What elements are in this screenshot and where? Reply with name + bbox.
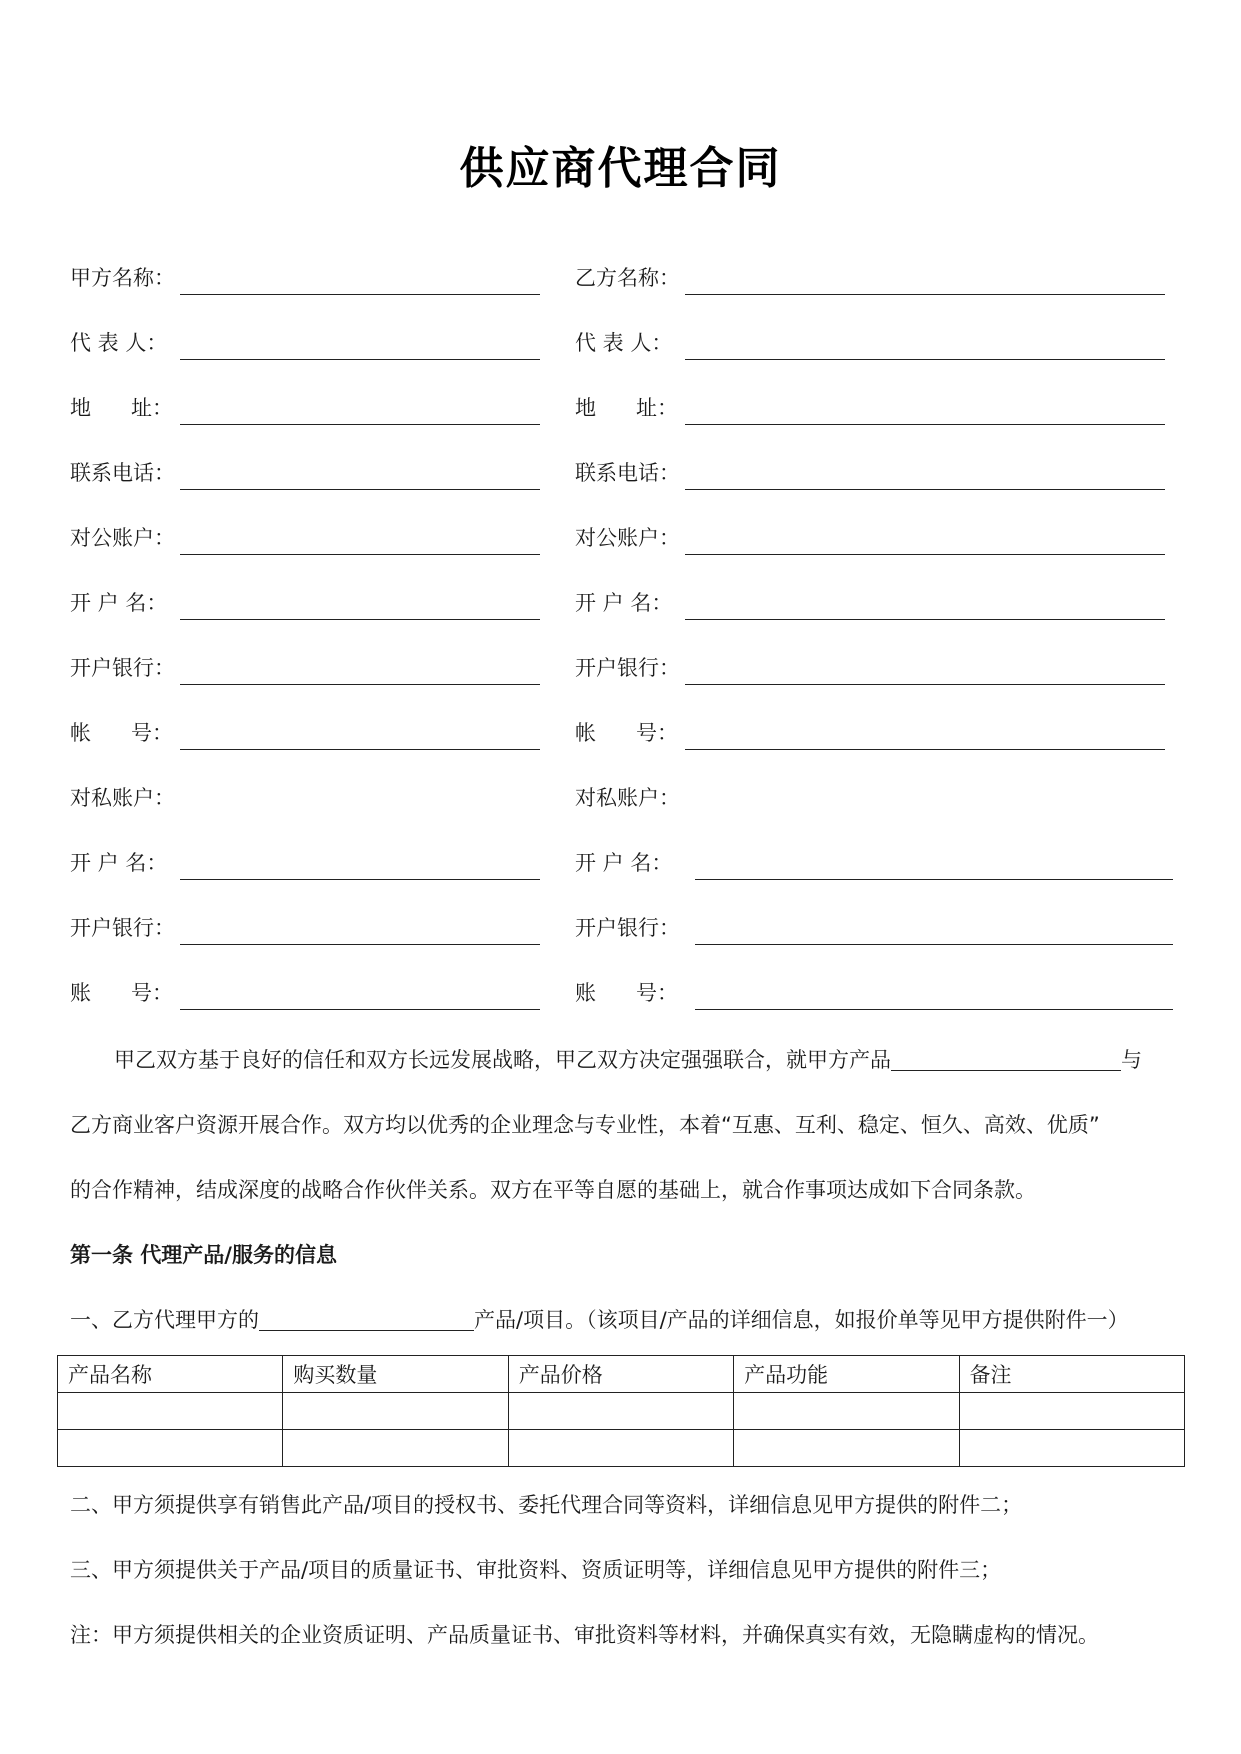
party-a-corp-acct-field[interactable] [180,554,540,555]
party-b-addr-row [575,385,1175,425]
party-a-name-row [70,255,540,295]
party-a-corp-holder-row [70,580,540,620]
party-a-priv-no-label: 账 号： [70,981,174,1005]
party-b-corp-holder-row [575,580,1175,620]
table-cell[interactable] [959,1393,1184,1430]
table-cell[interactable] [283,1393,508,1430]
agent-product-field[interactable] [259,1310,474,1331]
intro-line-1 [70,1050,1180,1071]
table-header-cell: 产品名称 [58,1356,283,1393]
intro-line-2: 乙方商业客户资源开展合作。双方均以优秀的企业理念与专业性，本着“互惠、互利、稳定、恒久、高效、优质” [70,1113,1100,1137]
table-header-cell: 产品价格 [508,1356,733,1393]
party-a-corp-no-field[interactable] [180,749,540,750]
party-a-phone-row [70,450,540,490]
article-1-item-1 [70,1310,1180,1331]
party-b-priv-bank-field[interactable] [695,944,1173,945]
party-b-rep-row [575,320,1175,360]
table-cell[interactable] [734,1430,959,1467]
party-a-corp-bank-field[interactable] [180,684,540,685]
party-b-corp-bank-row [575,645,1175,685]
party-b-corp-holder-field[interactable] [685,619,1165,620]
party-b-phone-field[interactable] [685,489,1165,490]
party-a-priv-no-field[interactable] [180,1009,540,1010]
party-b-corp-acct-field[interactable] [685,554,1165,555]
party-a-name-field[interactable] [180,294,540,295]
product-table [57,1355,1185,1467]
party-b-name-row [575,255,1175,295]
party-b-phone-label: 联系电话： [575,461,680,485]
party-a-phone-field[interactable] [180,489,540,490]
party-b-priv-holder-row [575,840,1175,880]
table-cell[interactable] [508,1393,733,1430]
intro-line-1-tail: 与 [1121,1048,1142,1072]
table-row [58,1393,1185,1430]
table-header-cell: 产品功能 [734,1356,959,1393]
party-b-priv-no-row [575,970,1175,1010]
article-1-item-1-tail: 产品/项目。（该项目/产品的详细信息，如报价单等见甲方提供附件一） [474,1308,1129,1332]
article-1-item-2: 二、甲方须提供享有销售此产品/项目的授权书、委托代理合同等资料，详细信息见甲方提供的附件二； [70,1493,1023,1517]
party-b-priv-no-field[interactable] [695,1009,1173,1010]
party-a-priv-holder-label: 开 户 名： [70,851,168,875]
table-cell[interactable] [58,1393,283,1430]
product-name-field[interactable] [891,1050,1121,1071]
party-b-corp-bank-field[interactable] [685,684,1165,685]
contract-title: 供应商代理合同 [459,143,782,194]
party-a-addr-row [70,385,540,425]
party-b-addr-field[interactable] [685,424,1165,425]
article-1-item-3: 三、甲方须提供关于产品/项目的质量证书、审批资料、资质证明等，详细信息见甲方提供的附件三； [70,1558,1002,1582]
table-cell[interactable] [58,1430,283,1467]
party-b-priv-no-label: 账 号： [575,981,679,1005]
table-cell[interactable] [734,1393,959,1430]
party-a-priv-acct-row [70,775,540,815]
party-a-priv-bank-field[interactable] [180,944,540,945]
article-1-note: 注：甲方须提供相关的企业资质证明、产品质量证书、审批资料等材料，并确保真实有效，无隐瞒虚构的情况。 [70,1623,1099,1647]
table-cell[interactable] [959,1430,1184,1467]
party-a-priv-holder-field[interactable] [180,879,540,880]
party-a-addr-field[interactable] [180,424,540,425]
party-b-corp-acct-label: 对公账户： [575,526,680,550]
party-b-rep-field[interactable] [685,359,1165,360]
intro-line-3: 的合作精神，结成深度的战略合作伙伴关系。双方在平等自愿的基础上，就合作事项达成如下合同条款。 [70,1178,1036,1202]
party-a-rep-row [70,320,540,360]
article-1-item-1-text: 一、乙方代理甲方的 [70,1308,259,1332]
party-a-corp-no-row [70,710,540,750]
party-a-priv-no-row [70,970,540,1010]
party-b-name-label: 乙方名称： [575,266,680,290]
party-b-corp-no-label: 帐 号： [575,721,679,745]
party-a-corp-holder-label: 开 户 名： [70,591,168,615]
table-cell[interactable] [508,1430,733,1467]
party-a-name-label: 甲方名称： [70,266,175,290]
party-a-rep-label: 代 表 人： [70,331,168,355]
party-a-corp-acct-row [70,515,540,555]
party-b-corp-bank-label: 开户银行： [575,656,680,680]
party-b-phone-row [575,450,1175,490]
party-a-corp-acct-label: 对公账户： [70,526,175,550]
party-b-priv-acct-row [575,775,1175,815]
party-a-priv-acct-label: 对私账户： [70,786,175,810]
party-a-priv-bank-row [70,905,540,945]
party-b-rep-label: 代 表 人： [575,331,673,355]
table-header-row [58,1356,1185,1393]
party-a-rep-field[interactable] [180,359,540,360]
party-b-corp-acct-row [575,515,1175,555]
party-a-corp-holder-field[interactable] [180,619,540,620]
party-a-corp-no-label: 帐 号： [70,721,174,745]
table-header-cell: 购买数量 [283,1356,508,1393]
table-header-cell: 备注 [959,1356,1184,1393]
party-a-priv-holder-row [70,840,540,880]
party-b-priv-holder-label: 开 户 名： [575,851,673,875]
party-b-addr-label: 地 址： [575,396,679,420]
article-1-heading: 第一条 代理产品/服务的信息 [70,1243,337,1267]
party-a-corp-bank-label: 开户银行： [70,656,175,680]
party-a-phone-label: 联系电话： [70,461,175,485]
table-row [58,1430,1185,1467]
table-cell[interactable] [283,1430,508,1467]
party-b-corp-no-field[interactable] [685,749,1165,750]
party-b-priv-holder-field[interactable] [695,879,1173,880]
party-a-addr-label: 地 址： [70,396,174,420]
party-b-priv-bank-label: 开户银行： [575,916,680,940]
party-a-priv-bank-label: 开户银行： [70,916,175,940]
party-b-priv-acct-label: 对私账户： [575,786,680,810]
party-b-priv-bank-row [575,905,1175,945]
party-b-name-field[interactable] [685,294,1165,295]
party-a-corp-bank-row [70,645,540,685]
party-b-corp-holder-label: 开 户 名： [575,591,673,615]
party-b-corp-no-row [575,710,1175,750]
intro-line-1-text: 甲乙双方基于良好的信任和双方长远发展战略，甲乙双方决定强强联合，就甲方产品 [114,1048,891,1072]
